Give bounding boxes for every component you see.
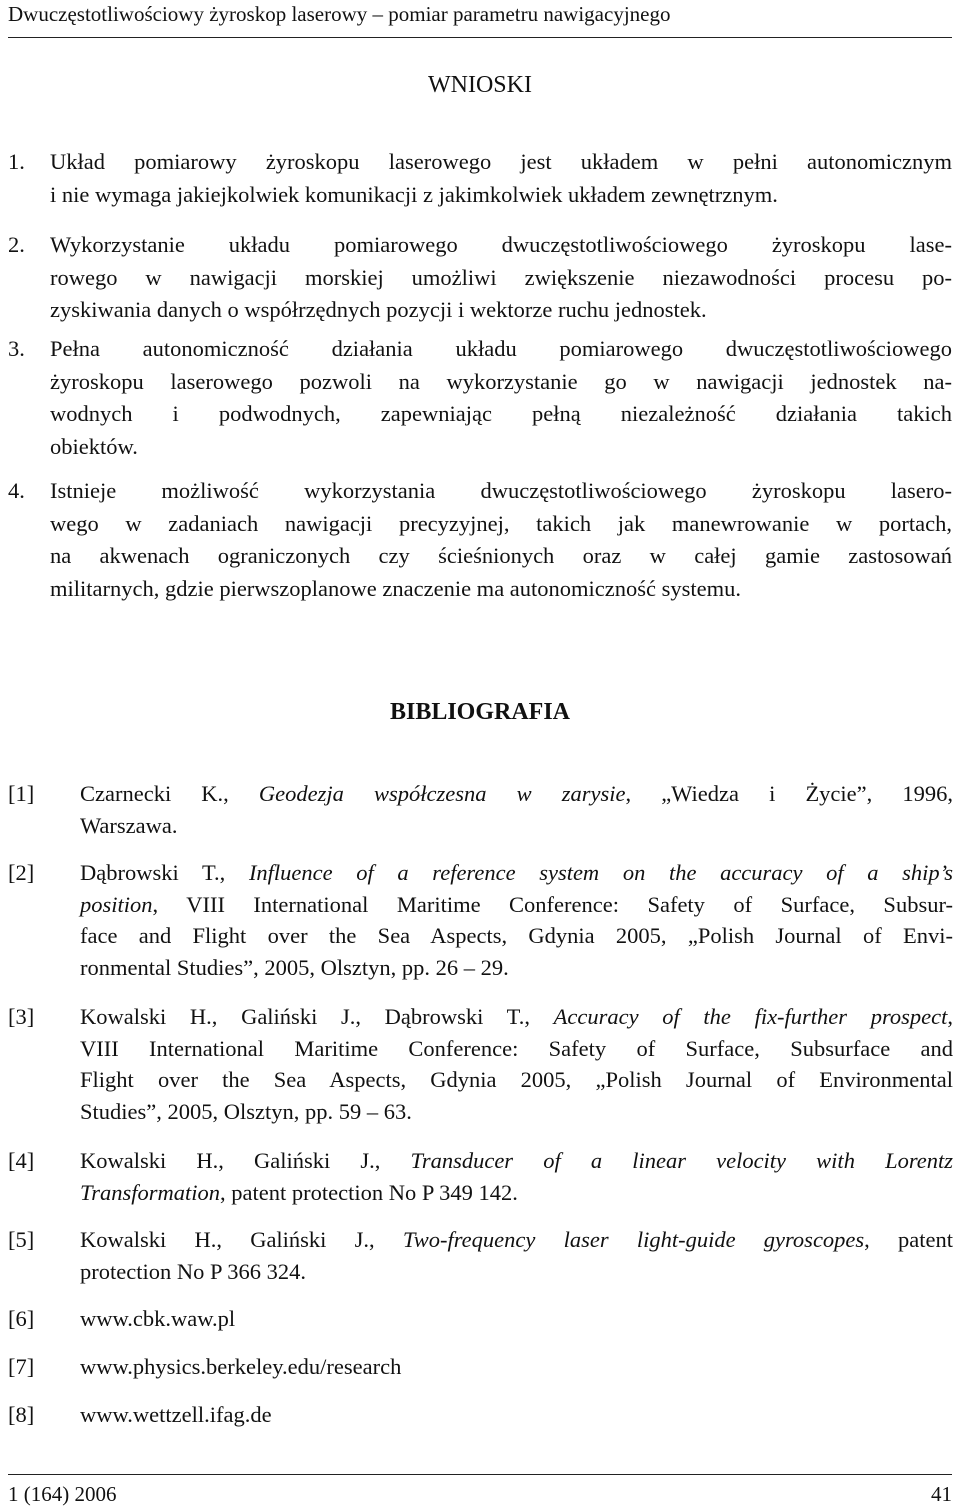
conclusion-line: na akwenach ograniczonych czy ścieśnionych oraz w całej gamie zastosowań [50,543,952,568]
ref-title: Geodezja współczesna w zarysie [258,781,626,806]
bibliography-entry-8 [8,1399,953,1431]
conclusion-item-2 [8,229,952,327]
ref-line [80,1001,953,1033]
ref-authors: Czarnecki K., [80,781,229,806]
conclusion-number: 4. [8,478,25,503]
conclusion-line: obiektów. [50,433,138,459]
ref-number: [7] [8,1354,35,1379]
ref-authors: Dąbrowski T., [80,860,226,885]
ref-details: , patent protection No P 349 142. [220,1179,518,1205]
conclusion-line: militarnych, gdzie pierwszoplanowe znaczenie ma autonomiczność systemu. [50,575,742,601]
bibliography-entry-5 [8,1224,953,1287]
ref-line [80,889,953,921]
ref-title: Accuracy of the fix-further prospect [553,1004,948,1029]
ref-title: Influence of a reference system on the accuracy of a ship’s [248,860,954,885]
bibliography-entry-3 [8,1001,953,1127]
ref-url: www.wettzell.ifag.de [80,1402,272,1427]
page-number: 41 [931,1482,952,1506]
ref-url: www.physics.berkeley.edu/research [80,1354,402,1379]
ref-line [80,1224,953,1256]
conclusion-line: Układ pomiarowy żyroskopu laserowego jest układem w pełni autonomicznym [50,149,952,174]
conclusion-line: Istnieje możliwość wykorzystania dwuczęstotliwościowego żyroskopu lasero- [50,478,952,503]
bibliography-heading: BIBLIOGRAFIA [389,699,571,725]
bibliography-entry-4 [8,1145,954,1208]
ref-details: VIII International Maritime Conference: Safety of Surface, Subsurface and [80,1035,953,1061]
bibliography-entry-1 [8,778,953,841]
ref-number: [3] [8,1004,35,1029]
ref-authors: Kowalski H., Galiński J., [80,1148,381,1173]
conclusion-line: wego w zadaniach nawigacji precyzyjnej, takich jak manewrowanie w portach, [50,510,952,536]
ref-details: Flight over the Sea Aspects, Gdynia 2005, „Polish Journal of Environmental [80,1067,953,1092]
ref-details: ronmental Studies”, 2005, Olsztyn, pp. 26 – 29. [80,954,509,980]
issue-label: 1 (164) 2006 [8,1482,117,1506]
ref-title: position [80,891,153,917]
ref-number: [5] [8,1227,35,1252]
running-title: Dwuczęstotliwościowy żyroskop laserowy – pomiar parametru nawigacyjnego [8,2,671,26]
bibliography-entry-6 [8,1303,953,1335]
ref-line [80,857,953,889]
ref-url: www.cbk.waw.pl [80,1306,236,1331]
conclusion-line: Wykorzystanie układu pomiarowego dwuczęstotliwościowego żyroskopu lase- [50,232,952,257]
ref-details: Studies”, 2005, Olsztyn, pp. 59 – 63. [80,1098,412,1124]
ref-line [80,1145,953,1177]
ref-details: protection No P 366 324. [80,1258,307,1284]
conclusion-item-4 [8,475,952,605]
running-footer [8,1474,952,1507]
conclusion-item-3 [8,333,952,463]
conclusion-number: 2. [8,232,25,257]
ref-authors: Kowalski H., Galiński J., Dąbrowski T., [80,1004,530,1029]
ref-title: Two-frequency laser light-guide gyroscopes [402,1227,865,1252]
running-header [8,0,952,38]
conclusion-item-1 [8,146,952,211]
ref-authors: Kowalski H., Galiński J., [80,1227,375,1252]
ref-line [80,778,953,810]
ref-details: , „Wiedza i Życie”, 1996, [625,781,953,806]
conclusion-line: żyroskopu laserowego pozwoli na wykorzystanie go w nawigacji jednostek na- [50,368,952,394]
ref-title: Transducer of a linear velocity with Lorentz [410,1148,954,1173]
conclusions-heading: WNIOSKI [428,72,532,98]
ref-details: , VIII International Maritime Conference: Safety of Surface, Subsur- [152,891,953,917]
ref-details: Warszawa. [80,812,178,838]
conclusion-number: 3. [8,336,25,361]
ref-title: Transformation [80,1179,221,1205]
bibliography-entry-7 [8,1351,953,1383]
ref-number: [1] [8,781,35,806]
conclusion-line: wodnych i podwodnych, zapewniając pełną niezależność działania takich [50,401,952,426]
ref-number: [8] [8,1402,35,1427]
ref-line [80,1177,953,1209]
ref-number: [2] [8,860,35,885]
ref-details: face and Flight over the Sea Aspects, Gdynia 2005, „Polish Journal of Envi- [80,923,953,948]
conclusion-line: rowego w nawigacji morskiej umożliwi zwiększenie niezawodności procesu po- [50,264,952,290]
conclusion-line: Pełna autonomiczność działania układu pomiarowego dwuczęstotliwościowego [50,336,952,361]
bibliography-entry-2 [8,857,954,983]
ref-number: [4] [8,1148,35,1173]
conclusion-line: i nie wymaga jakiejkolwiek komunikacji z jakimkolwiek układem zewnętrznym. [50,181,778,207]
conclusion-number: 1. [8,149,25,174]
conclusion-line: zyskiwania danych o współrzędnych pozycji i wektorze ruchu jednostek. [50,297,707,322]
ref-details: , [947,1004,953,1029]
ref-details: , patent [864,1227,953,1252]
ref-number: [6] [8,1306,35,1331]
